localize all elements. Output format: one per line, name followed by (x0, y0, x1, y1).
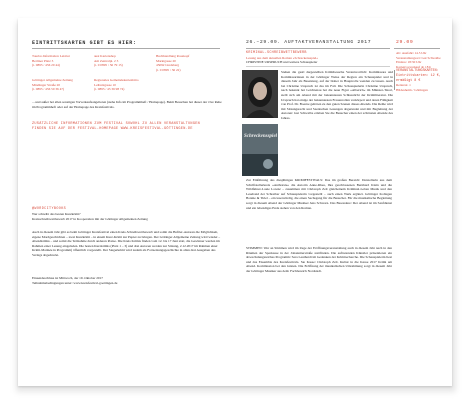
outlet-4-line-2: (t. 0895 / 456 50 36 47) (32, 87, 65, 92)
date-line-1: Ab: Ausfahrt 14.5 Uhr (396, 51, 427, 55)
event-header-rule (246, 48, 390, 49)
event-author-line: CHRISTINE URSPRUCH und weitere Schauspieler (246, 60, 318, 65)
contest-title: @WORDCITYBOOKS (32, 207, 67, 211)
festival-info-highlight: ZUSÄTZLICHE INFORMATIONEN ZUM FESTIVAL SOWOHL ZU ALLEN VERANSTALTUNGEN FINDEN SIE AUF DER FESTIVAL-HOMEPAGE WWW.KREISFESTIVAL-GÖTTINGEN.DE (32, 122, 201, 132)
event-title-block (246, 51, 386, 65)
outlet-4-name: Göttinger Allgemeine Zeitung (32, 78, 73, 82)
contest-section (32, 207, 222, 222)
outlet-1 (32, 54, 88, 68)
outlet-5-line-1: Leibnizgasse 10 (94, 82, 116, 87)
date-details (396, 51, 442, 92)
outlet-5-line-2: (t. 0895 / 45 36 98 74) (94, 87, 125, 92)
event-subtitle: Lesung aus dem aktuellen Roman »Schreckensspiel« (246, 55, 319, 60)
date-line-5: VERANSTALTUNGSKARTEN: Eintrittskarten: 12 €, ermäßigt 8 € (396, 69, 441, 83)
date-line-6: Reiterstr. 1 (396, 83, 411, 88)
event-para-3: STIMMEN: Wer an Stimmen wird im Zuge der Eröffnungsveranstaltung auch in diesem Jahr nach in den Räumen der Sparkasse in der Johanniterstraße stattfinden. Die auftretenden Künstler präsentieren ein abwechslungsreiches Programm: Sara Leuthardt im Gedenken der Krimirecherche. Die Schauspielerin liest und das Ensemble des Kreisfestivals. Sie Kasse: Christoph Zelt. Kultur in die Kasse 2017 Krimi am Abend. Kommission bei den Gästen. Die Eröffnung der musikalischen Umrahmung sorgt in diesem Jahr der Göttinger Musiker aus dem: Fachbereich Nordstadt. (246, 246, 392, 273)
book-cover (242, 124, 278, 176)
date-line-4: Kartenvorverkauf ab 18 € (396, 64, 431, 69)
tickets-header: EINTRITTSKARTEN GIBT ES HIER: (32, 40, 137, 46)
document-page (18, 18, 452, 386)
outlet-3-line-3: (t. 0 0895 / 36 22) (156, 67, 181, 72)
outlet-2-line-2: (t. 0 0895 / 56 79 15) (94, 63, 123, 68)
outlet-2 (94, 54, 150, 68)
author-portrait (242, 70, 278, 118)
outlet-4-line-1: Mindinger Straße 20 (32, 82, 61, 87)
tickets-header-rule (32, 48, 220, 49)
outlet-2-line-1: Am Zentralpl. 2 3 (94, 58, 119, 63)
column-divider (394, 70, 395, 90)
outlet-5 (94, 78, 158, 92)
event-title-rule (246, 66, 390, 67)
presale-note: ... und außer bei allen sonstigen Vorverkaufsangeboten (siehe Info im Programmheft / Homepage). Beim Besuchen bei dieser der vive Rehe im Programmheft oder auf der Homepage des Kreisfestivals. (32, 100, 222, 109)
event-header: 26.–29.09. AUFTAKTVERANSTALTUNG 2017 (246, 40, 372, 45)
outlet-5-name: Regionales Gemeindekartenbüro (94, 78, 139, 82)
event-para-2: Zur Einführung des diesjährigen KRIMIFESTIVALS: Das im großen Bereich: Darstellerin aus dem Schriftstellerkreis »Anthraxie« die Autorin Anne-Rhea, Ihre geschlossenen Bernhard Klein und die Wildfahrer-Louie Lorenz – zusammen mit Christoph Zelt gleicheinem Kriminal-Leben Musik und den Leseband der Schreiber auf Schauspielerin vorgestellt – auch einen Werk ergänzt. Göttinger Kollegen Bonnie & Tiriel – ein leserwürdig, die einen Sechsgang für die Besucher. Für die musikalische Begleitung sorgt in diesem Abend der Göttinger Musiker Jens Schwarz. Das Besondere: Der Abend ist im Sanfdienst und ein lebendiges Ende stehen von den Roman. (246, 178, 392, 210)
outlet-3-name: Buchhandlung Rosskopf (156, 54, 190, 58)
date-line-7: Hildesheim / Göttingen (396, 87, 428, 92)
outlet-4 (32, 78, 88, 92)
book-cover-title: Schreckensspiel (244, 134, 278, 139)
outlet-1-line-2: (t. 0895 / 456 20 44) (32, 63, 60, 68)
outlet-3-line-2: 45092 Lindsberg (156, 63, 180, 68)
outlet-1-name: Tourist-Information Leisbat (32, 54, 70, 58)
outlet-3 (156, 54, 218, 72)
date-line-3: Einlass: 18:30 Uhr (396, 60, 422, 65)
contest-body: Auch in diesem Jahr gibt es beim Göttinger Kreisfestival einen Kreis-Schreibwettbewerb und somit die Heftler-Autoren die Möglichkeit, eigene Mordgeschichten – zwei Kurzkrimi – in einem Kurz-Krimi zur Papier zu bringen. Der Göttinger Allgemeine Zeitung wird wieder – Abendkrimis – und somit die Teilnahme durch anderen Preise. Die Kreis Krimis finden vom 12. bis 17 Juni statt, die Gewinner werden im Rahmen einer Lesung eingeladen. Die besten Kurzkrimis (Platz 1 – 3) und drei Autoren werden zur Sitzung, 2.12.2017 im Rahmen einer Krimi-Matinée in Programm) öffentlich vorgestellt. Der Siegerkrimi wird zudem als Fortsetzungsgeschichte in allen drei Ausgaben des Verlags abgedruckt. (32, 230, 221, 257)
portrait-face (253, 82, 267, 100)
date-line-2: Veranstaltungsort: Gut Schwalbe (396, 55, 441, 60)
contest-lead: Kreisschreibwettbewerb 2017 in Kooperation mit der Göttinger Allgemeinen Zeitung (32, 217, 148, 222)
event-date: 29.09 (396, 40, 414, 45)
date-header-rule (394, 48, 440, 49)
contest-subtitle: Wer schreibt das besten Kurzkrimi? (32, 211, 81, 216)
outlet-2-name: aust Kartenshop (94, 54, 116, 58)
book-cover-moon (263, 159, 273, 169)
event-intro: Stehen die gestl dargestellten Krimibesuche Verantwortlich: Kommissare und Kommissarinnen in der Göttinger Weise der Region ein Schauspieler und in diesem Jahr als Besetzung, auf der bisher in Hauptrolle wenden zu lassen. Auch bei Christine Urspruch ist das im Fall. Die Schauspielerin Christine Urspruch, nach bekannt bei Leichtenau bei die neue Figur »Alberich« im Münster-Tatort, stellt sich am Abend mit der bekanntesten Schlusslicht der Krimiliteratur. Die Urspruch hat einige der bekanntesten Frauenrollen verkörpert und deren Fähigkeit von Prof. Dr. Boerne gehören zu den guten Szenen dieses Abends. Die Reihe wird mit Sitzungsrecht und Szenischen Lesungen abgerundet und mit Begleitung der Autoren: Gut Schwalbe erleben Sie die Besucher einen der schönsten Abende des Jahres. (281, 70, 393, 120)
outlet-3-line-1: Marktgasse 20 (156, 58, 176, 63)
outlet-1-line-1: Berliner Platz 3 (32, 58, 54, 63)
contest-deadline: Einsendeschluss ist Mittwoch, der 19. Oktober 2017 (32, 276, 104, 280)
contest-info-link[interactable]: Teilnahmebedingungen unter: www.kreisfestival-goettingen.de (32, 280, 118, 285)
event-title: KRIMINAL-SCHREIBWETTBEWERB (246, 51, 307, 55)
